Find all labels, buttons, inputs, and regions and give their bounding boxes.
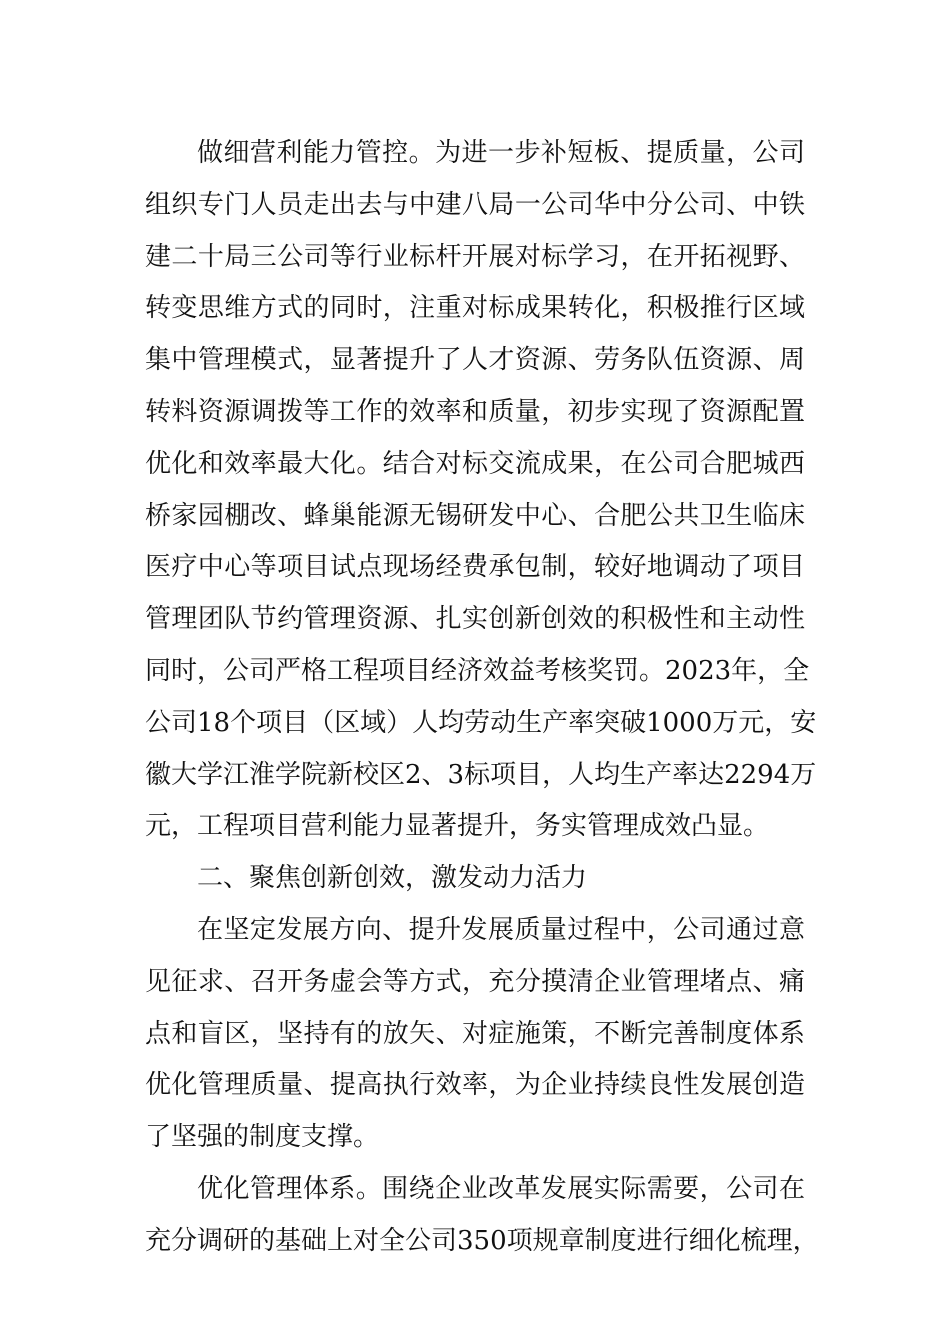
paragraph-line: 元，工程项目营利能力显著提升，务实管理成效凸显。 xyxy=(145,811,770,842)
paragraph-line: 医疗中心等项目试点现场经费承包制，较好地调动了项目 xyxy=(145,552,805,583)
paragraph-line: 同时，公司严格工程项目经济效益考核奖罚。2023年，全 xyxy=(145,655,810,686)
paragraph-line: 充分调研的基础上对全公司350项规章制度进行细化梳理， xyxy=(145,1225,819,1256)
paragraph-line: 组织专门人员走出去与中建八局一公司华中分公司、中铁 xyxy=(145,189,805,220)
section-heading: 二、聚焦创新创效，激发动力活力 xyxy=(197,863,588,894)
paragraph-line: 公司18个项目（区域）人均劳动生产率突破1000万元，安 xyxy=(145,707,817,738)
paragraph-line: 集中管理模式，显著提升了人才资源、劳务队伍资源、周 xyxy=(145,345,805,376)
paragraph-line: 优化和效率最大化。结合对标交流成果，在公司合肥城西 xyxy=(145,448,805,479)
paragraph-line: 徽大学江淮学院新校区2、3标项目，人均生产率达2294万 xyxy=(145,759,817,790)
paragraph-line: 管理团队节约管理资源、扎实创新创效的积极性和主动性 xyxy=(145,604,805,635)
paragraph-line: 见征求、召开务虚会等方式，充分摸清企业管理堵点、痛 xyxy=(145,966,805,997)
paragraph-line: 转料资源调拨等工作的效率和质量，初步实现了资源配置 xyxy=(145,396,805,427)
paragraph-line: 转变思维方式的同时，注重对标成果转化，积极推行区域 xyxy=(145,293,805,324)
paragraph-line: 做细营利能力管控。为进一步补短板、提质量，公司 xyxy=(197,138,805,168)
paragraph-line: 建二十局三公司等行业标杆开展对标学习，在开拓视野、 xyxy=(145,241,805,272)
paragraph-line: 优化管理体系。围绕企业改革发展实际需要，公司在 xyxy=(197,1173,805,1204)
document-body xyxy=(145,128,819,1268)
paragraph-line: 点和盲区，坚持有的放矢、对症施策，不断完善制度体系 xyxy=(145,1018,805,1049)
paragraph-line: 优化管理质量、提高执行效率，为企业持续良性发展创造 xyxy=(145,1070,805,1101)
paragraph-line: 桥家园棚改、蜂巢能源无锡研发中心、合肥公共卫生临床 xyxy=(145,500,805,531)
paragraph-line: 了坚强的制度支撑。 xyxy=(145,1122,380,1153)
paragraph-line: 在坚定发展方向、提升发展质量过程中，公司通过意 xyxy=(197,914,805,945)
